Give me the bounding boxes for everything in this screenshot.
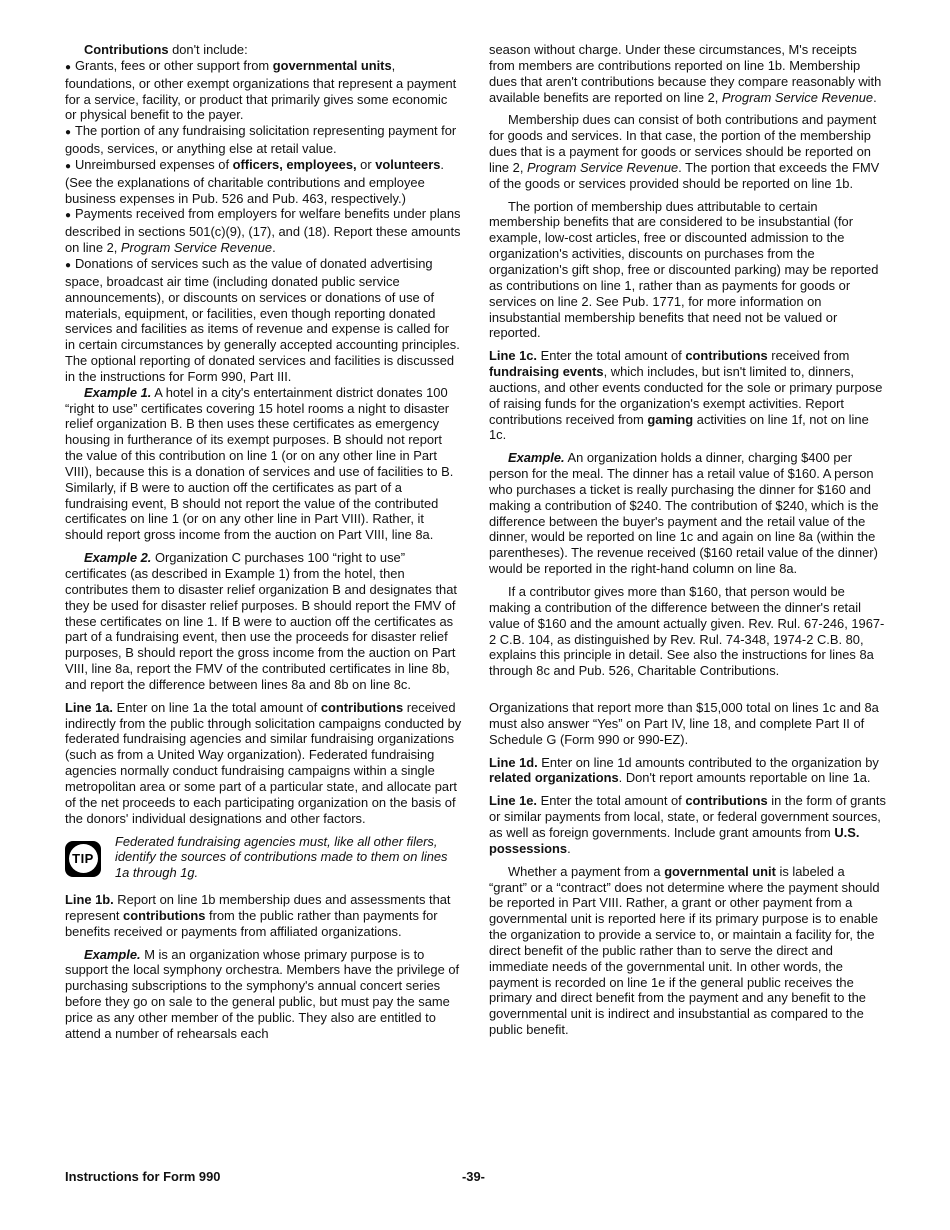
insubstantial-benefits-paragraph: The portion of membership dues attributable to certain membership benefits that are considered to be insubstantial (for example, low-cost articles, free or discounted admission to the organization's activities, discounts on purchases from the organization's gift shop, free or discounted parking) may be reported as contributions on line 1, rather than as payments for goods or services on line 2. See Pub. 1771, for more information on insubstantial membership benefits that need not be valued or reported. — [489, 198, 879, 341]
line-1e-section: Line 1e. Enter the total amount of contributions in the form of grants or similar payments from local, state, or federal government sources, as well as foreign governments. Include grant amounts from U.S. possessions. — [489, 793, 886, 856]
line-1d-section: Line 1d. Enter on line 1d amounts contributed to the organization by related organizations. Don't report amounts reportable on line 1a. — [489, 754, 879, 786]
right-column — [489, 42, 886, 1045]
line-1b-section: Line 1b. Report on line 1b membership dues and assessments that represent contributions from the public rather than payments for benefits received or payments from affiliated organizations. — [65, 892, 451, 939]
contributions-intro: Contributions don't include: — [84, 42, 248, 57]
example-m-symphony: Example. M is an organization whose primary purpose is to support the local symphony orchestra. Members have the privilege of purchasing subscriptions to the symphony's annual concert series before they go on sale to the general public, but must pay the same price as any other member of the public. They also are entitled to attend a number of rehearsals each — [65, 946, 460, 1041]
footer-title: Instructions for Form 990 — [65, 1169, 221, 1184]
bullet-icon: ● — [65, 61, 72, 73]
bullet-icon: ● — [65, 160, 72, 172]
example-1: Example 1. A hotel in a city's entertainment district donates 100 “right to use” certificates covering 15 hotel rooms a night to disaster relief organization B. B then uses these certificates as emergency housing in furtherance of its exempt purposes. B should not report the value of this contribution on line 1 (or on any other line in Part VIII), because this is a donation of services and use of facilities to B. Similarly, if B were to auction off the certificates as part of a fundraising event, B should not report the value of the contributed certificates on line 1 (or on any other line in Part VIII). Rather, it should report gross income from the auction on Part VIII, line 8a. — [65, 384, 454, 543]
bullet-icon: ● — [65, 210, 72, 222]
tip-callout — [65, 834, 462, 882]
contributor-paragraph: If a contributor gives more than $160, that person would be making a contribution of the difference between the dinner's retail value of $160 and the amount actually given. Rev. Rul. 67-246, 1967-2 C.B. 104, as distinguished by Rev. Rul. 74-348, 1974-2 C.B. 80, explains this principle in detail. See also the instructions for lines 8a through 8c and Pub. 526, Charitable Contributions. — [489, 584, 885, 679]
schedule-g-paragraph: Organizations that report more than $15,000 total on lines 1c and 8a must also answer “Yes” on Part IV, line 18, and complete Part II of Schedule G (Form 990 or 990-EZ). — [489, 700, 879, 747]
tip-text: Federated fundraising agencies must, like all other filers, identify the sources of contributions made to them on lines 1a through 1g. — [115, 833, 448, 881]
bullet-item: ● Payments received from employers for welfare benefits under plans described in sections 501(c)(9), (17), and (18). Report these amounts on line 2, Program Service Revenue. — [65, 206, 461, 256]
left-column — [65, 42, 462, 1049]
example-dinner: Example. An organization holds a dinner, charging $400 per person for the meal. The dinner has a retail value of $160. A person who purchases a ticket is really purchasing the dinner for $160 and making a contribution of $240. The contribution of $240, which is the difference between the buyer's payment and the retail value of the dinner, would be reported on line 1c and again on line 8a (within the parentheses). The revenue received ($160 retail value of the dinner) would be reported in the right-hand column on line 8a. — [489, 450, 879, 577]
bullet-item: ● Grants, fees or other support from governmental units, foundations, or other exempt organizations that represent a payment for a service, facility, or product that primarily gives some economic or physical benefit to the payer. — [65, 57, 457, 123]
bullet-item: ● Unreimbursed expenses of officers, employees, or volunteers. (See the explanations of charitable contributions and employee business expenses in Pub. 526 and Pub. 463, respectively.) — [65, 156, 445, 206]
bullet-item: ● The portion of any fundraising solicitation representing payment for goods, services, or anything else at retail value. — [65, 123, 457, 157]
page-number: -39- — [462, 1169, 485, 1184]
membership-dues-paragraph: Membership dues can consist of both contributions and payment for goods and services. In that case, the portion of the membership dues that is a payment for goods or services should be reported on line 2, Program Service Revenue. The portion that exceeds the FMV of the goods or services provided should be reported on line 1b. — [489, 112, 880, 191]
governmental-unit-paragraph: Whether a payment from a governmental unit is labeled a “grant” or a “contract” does not determine where the payment should be reported in Part VIII. Rather, a grant or other payment from a governmental unit is reported here if its primary purpose is to enable the organization to provide a service to, or maintain a facility for, the direct benefit of the public rather than to serve the direct and immediate needs of the governmental unit. In other words, the payment is recorded on line 1e if the general public receives the primary and direct benefit from the payment and any benefit to the governmental unit is indirect and insubstantial as compared to the public benefit. — [489, 863, 880, 1038]
membership-dues-continued: season without charge. Under these circumstances, M's receipts from members are contributions reported on line 1b. Membership dues that aren't contributions because they compare reasonably with available benefits are reported on line 2, Program Service Revenue. — [489, 42, 882, 105]
bullet-icon: ● — [65, 259, 72, 271]
tip-icon: TIP — [65, 841, 101, 877]
line-1a-section: Line 1a. Enter on line 1a the total amount of contributions received indirectly from the public through solicitation campaigns conducted by federated fundraising agencies and similar fundraising organizations (such as from a United Way organization). Federated fundraising agencies normally conduct fundraising campaigns within a single metropolitan area or some part of a particular state, and allocate part of the net proceeds to each participating organization on the basis of the donors' individual designations and other factors. — [65, 699, 462, 826]
bullet-item: ● Donations of services such as the value of donated advertising space, broadcast air time (including donated public service announcements), or discounts on services or donations of use of materials, equipment, or facilities, even though reporting donated services and facilities as items of revenue and expense is called for in certain circumstances by generally accepted accounting principles. The optional reporting of donated services and facilities is discussed in the instructions for Form 990, Part III. — [65, 255, 460, 384]
line-1c-section: Line 1c. Enter the total amount of contributions received from fundraising events, which includes, but isn't limited to, dinners, auctions, and other events conducted for the sole or primary purpose of raising funds for the organization's exempt activities. Report contributions received from gaming activities on line 1f, not on line 1c. — [489, 348, 883, 443]
example-2: Example 2. Organization C purchases 100 “right to use” certificates (as described in Example 1) from the hotel, then contributes them to disaster relief organization B and designates that they be used for disaster relief purposes. B should report the FMV of these certificates on line 1. If B were to auction off the certificates as part of a fundraising event, then use the proceeds for disaster relief purposes, B should report the gross income from the auction on Part VIII, line 8a, report the FMV of the contributed certificates in line 8b, and report the difference between lines 8a and 8b on line 8c. — [65, 550, 457, 692]
bullet-icon: ● — [65, 127, 72, 139]
